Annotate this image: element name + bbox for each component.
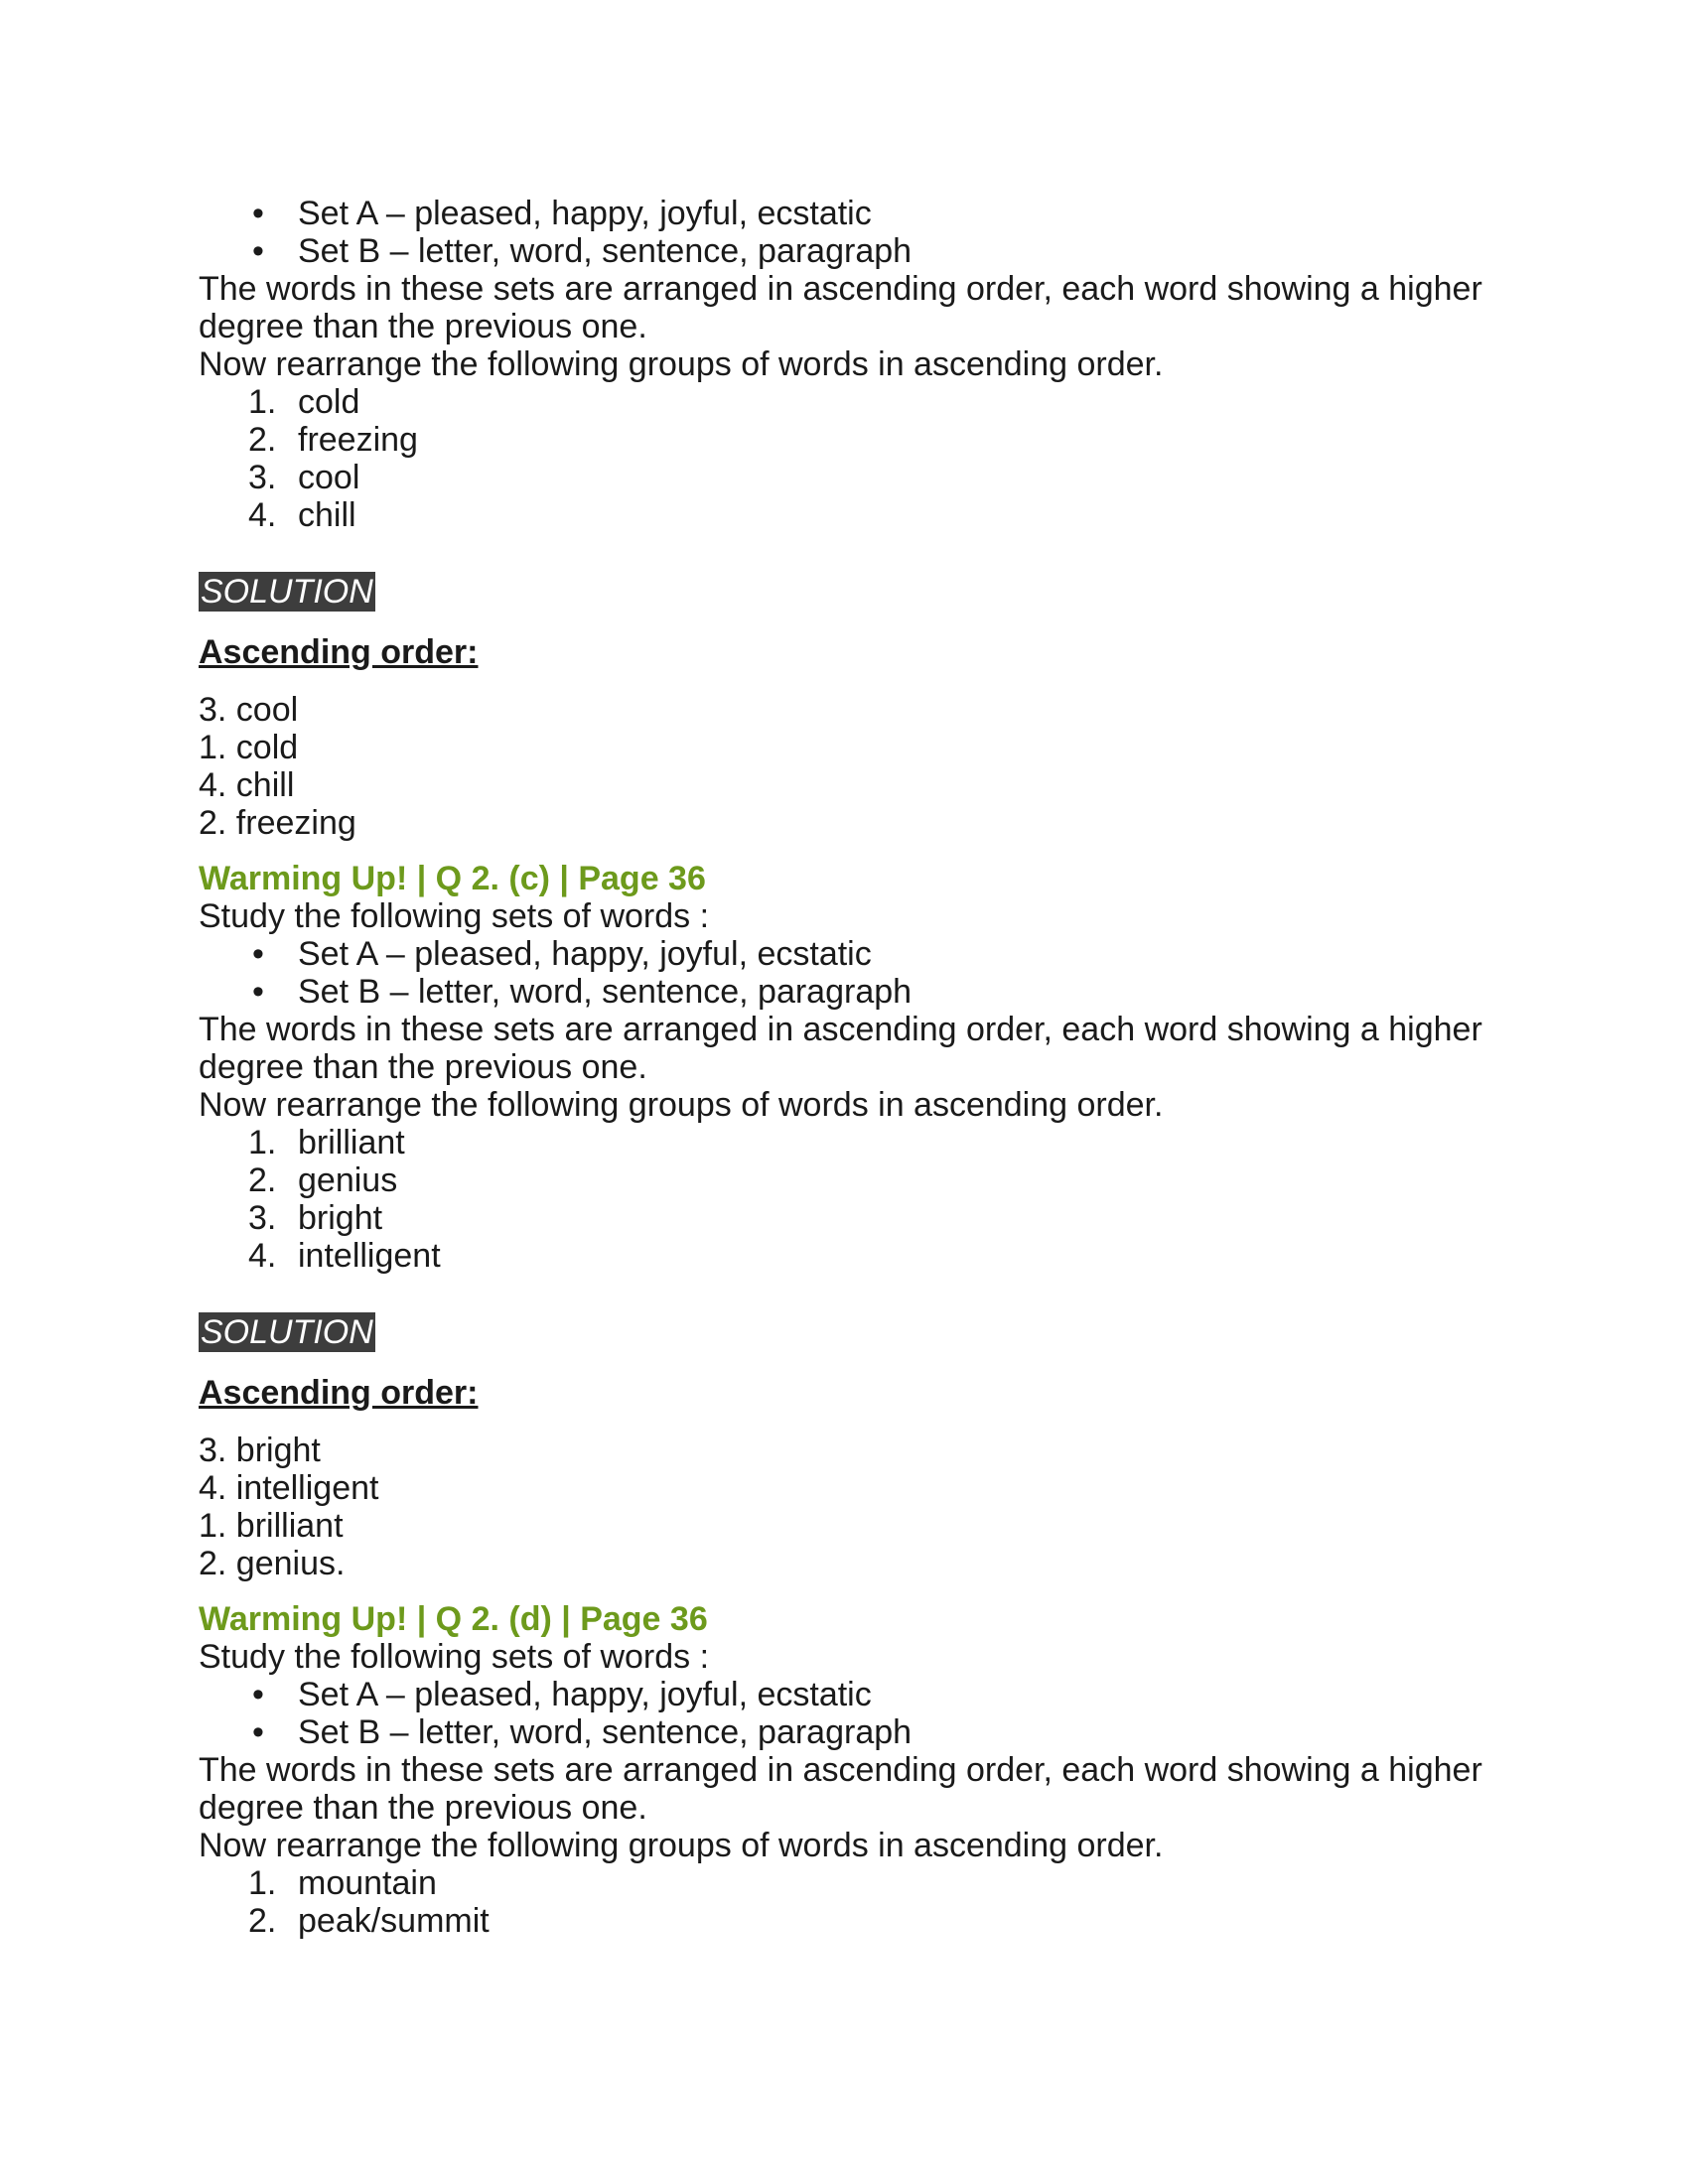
set-text: Set B – letter, word, sentence, paragraph	[298, 1713, 913, 1751]
bullet-icon: •	[252, 935, 264, 973]
set-text: Set A – pleased, happy, joyful, ecstatic	[298, 1676, 872, 1713]
question-title: Warming Up! | Q 2. (c) | Page 36	[199, 860, 706, 897]
item-number: 3.	[248, 1199, 277, 1237]
question-intro: Study the following sets of words :	[199, 1638, 710, 1676]
item-word: mountain	[298, 1864, 437, 1902]
item-number: 2.	[248, 1902, 277, 1940]
item-word: chill	[298, 496, 356, 534]
item-word: cool	[298, 459, 360, 496]
item-number: 2.	[248, 1161, 277, 1199]
set-list	[199, 1676, 1489, 1751]
answer-line: 2. freezing	[199, 804, 356, 842]
instruction-paragraph: Now rearrange the following groups of words in ascending order.	[199, 345, 1164, 383]
item-word: cold	[298, 383, 360, 421]
solution-badge: SOLUTION	[201, 573, 373, 611]
set-item	[199, 1676, 1489, 1713]
word-item	[199, 459, 1489, 496]
ascending-order-heading: Ascending order:	[199, 1374, 479, 1412]
answer-line: 3. cool	[199, 691, 299, 729]
word-item	[199, 496, 1489, 534]
answer-line: 1. brilliant	[199, 1507, 344, 1545]
word-item	[199, 1237, 1489, 1275]
word-list	[199, 1124, 1489, 1275]
answer-list	[199, 1432, 1489, 1582]
word-item	[199, 383, 1489, 421]
answer-line: 4. intelligent	[199, 1469, 379, 1507]
item-word: brilliant	[298, 1124, 405, 1161]
explanation-paragraph: The words in these sets are arranged in ascending order, each word showing a higher degree than the previous one.	[199, 270, 1482, 345]
item-number: 2.	[248, 421, 277, 459]
word-list	[199, 1864, 1489, 1940]
set-text: Set B – letter, word, sentence, paragraph	[298, 973, 913, 1011]
ascending-order-heading: Ascending order:	[199, 633, 479, 671]
answer-list	[199, 691, 1489, 842]
answer-line: 3. bright	[199, 1432, 321, 1469]
bullet-icon: •	[252, 195, 264, 232]
set-item	[199, 232, 1489, 270]
set-item	[199, 1713, 1489, 1751]
explanation-paragraph: The words in these sets are arranged in ascending order, each word showing a higher degree than the previous one.	[199, 1751, 1482, 1827]
set-list	[199, 195, 1489, 270]
set-item	[199, 195, 1489, 232]
item-number: 3.	[248, 459, 277, 496]
word-item	[199, 1902, 1489, 1940]
set-text: Set A – pleased, happy, joyful, ecstatic	[298, 195, 872, 232]
solution-badge: SOLUTION	[201, 1313, 373, 1351]
bullet-icon: •	[252, 973, 264, 1011]
word-item	[199, 1124, 1489, 1161]
instruction-paragraph: Now rearrange the following groups of words in ascending order.	[199, 1827, 1164, 1864]
item-word: bright	[298, 1199, 383, 1237]
section-q2c	[199, 860, 1489, 1582]
bullet-icon: •	[252, 1713, 264, 1751]
page-content	[199, 195, 1489, 1940]
bullet-icon: •	[252, 232, 264, 270]
word-list	[199, 383, 1489, 534]
bullet-icon: •	[252, 1676, 264, 1713]
word-item	[199, 1161, 1489, 1199]
instruction-paragraph: Now rearrange the following groups of words in ascending order.	[199, 1086, 1164, 1124]
set-list	[199, 935, 1489, 1011]
set-item	[199, 935, 1489, 973]
answer-line: 1. cold	[199, 729, 299, 766]
item-word: genius	[298, 1161, 398, 1199]
set-text: Set A – pleased, happy, joyful, ecstatic	[298, 935, 872, 973]
word-item	[199, 1199, 1489, 1237]
word-item	[199, 421, 1489, 459]
item-number: 1.	[248, 383, 277, 421]
item-number: 1.	[248, 1124, 277, 1161]
item-word: intelligent	[298, 1237, 441, 1275]
question-title: Warming Up! | Q 2. (d) | Page 36	[199, 1600, 708, 1638]
item-number: 4.	[248, 496, 277, 534]
section-q2d	[199, 1600, 1489, 1940]
question-intro: Study the following sets of words :	[199, 897, 710, 935]
item-number: 1.	[248, 1864, 277, 1902]
answer-line: 2. genius.	[199, 1545, 346, 1582]
answer-line: 4. chill	[199, 766, 295, 804]
word-item	[199, 1864, 1489, 1902]
item-word: peak/summit	[298, 1902, 490, 1940]
item-word: freezing	[298, 421, 418, 459]
section-q2b-continued	[199, 195, 1489, 842]
explanation-paragraph: The words in these sets are arranged in ascending order, each word showing a higher degree than the previous one.	[199, 1011, 1482, 1086]
item-number: 4.	[248, 1237, 277, 1275]
set-item	[199, 973, 1489, 1011]
set-text: Set B – letter, word, sentence, paragraph	[298, 232, 913, 270]
